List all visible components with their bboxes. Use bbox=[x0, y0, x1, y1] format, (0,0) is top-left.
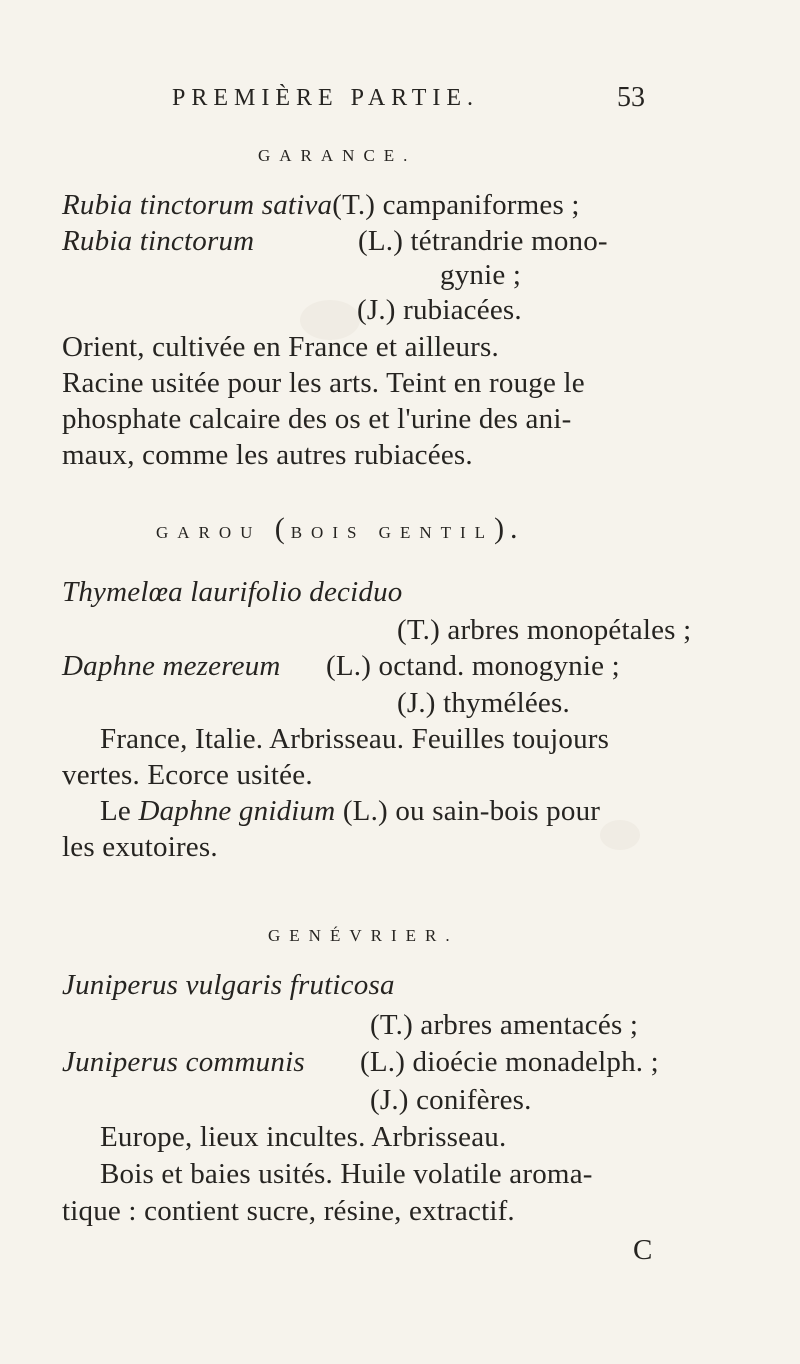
latin-name: Daphne mezereum bbox=[62, 650, 281, 682]
text-line: France, Italie. Arbrisseau. Feuilles toujours bbox=[100, 723, 610, 755]
text-line bbox=[62, 649, 620, 683]
latin-name: Thymelœa laurifolio deciduo bbox=[62, 576, 403, 608]
text-line: Bois et baies usités. Huile volatile aroma- bbox=[100, 1158, 593, 1190]
text-line: les exutoires. bbox=[62, 831, 218, 863]
text-line: (T.) arbres monopétales ; bbox=[397, 614, 692, 646]
section-heading-genevrier: GENÉVRIER. bbox=[268, 926, 459, 945]
text-line: (J.) rubiacées. bbox=[357, 294, 522, 326]
latin-name: Juniperus communis bbox=[62, 1046, 305, 1078]
paper-stain bbox=[600, 820, 640, 850]
text-line: gynie ; bbox=[440, 259, 522, 291]
text-line: vertes. Ecorce usitée. bbox=[62, 759, 313, 791]
section-heading-garance: GARANCE. bbox=[258, 146, 417, 165]
page-number: 53 bbox=[617, 82, 645, 113]
classification: (L.) octand. monogynie ; bbox=[326, 650, 620, 682]
signature-mark: C bbox=[633, 1234, 653, 1266]
text-line: tique : contient sucre, résine, extractif. bbox=[62, 1195, 515, 1227]
section-heading-garou: GAROU (BOIS GENTIL). bbox=[156, 512, 524, 545]
text-line: (J.) thymélées. bbox=[397, 687, 570, 719]
text-line: (J.) conifères. bbox=[370, 1084, 532, 1116]
text-line: Orient, cultivée en France et ailleurs. bbox=[62, 331, 499, 363]
text-line: Racine usitée pour les arts. Teint en rouge le bbox=[62, 367, 585, 399]
latin-name: Juniperus vulgaris fruticosa bbox=[62, 969, 395, 1001]
latin-name: Rubia tinctorum sativa bbox=[62, 189, 333, 221]
latin-name: Daphne gnidium bbox=[138, 795, 336, 827]
text-line: maux, comme les autres rubiacées. bbox=[62, 439, 473, 471]
running-head: PREMIÈRE PARTIE. bbox=[172, 85, 480, 111]
text-line bbox=[62, 224, 608, 258]
classification: (T.) campaniformes ; bbox=[332, 189, 580, 221]
latin-name: Rubia tinctorum bbox=[62, 225, 255, 257]
text-line: (T.) arbres amentacés ; bbox=[370, 1009, 639, 1041]
text-line: Le Daphne gnidium (L.) ou sain-bois pour bbox=[100, 795, 601, 827]
classification: (L.) tétrandrie mono- bbox=[358, 225, 608, 257]
classification: (L.) dioécie monadelph. ; bbox=[360, 1046, 659, 1078]
text-line bbox=[62, 1045, 659, 1079]
text-line: Europe, lieux incultes. Arbrisseau. bbox=[100, 1121, 507, 1153]
text-line: phosphate calcaire des os et l'urine des ani- bbox=[62, 403, 572, 435]
text-line bbox=[62, 188, 580, 222]
